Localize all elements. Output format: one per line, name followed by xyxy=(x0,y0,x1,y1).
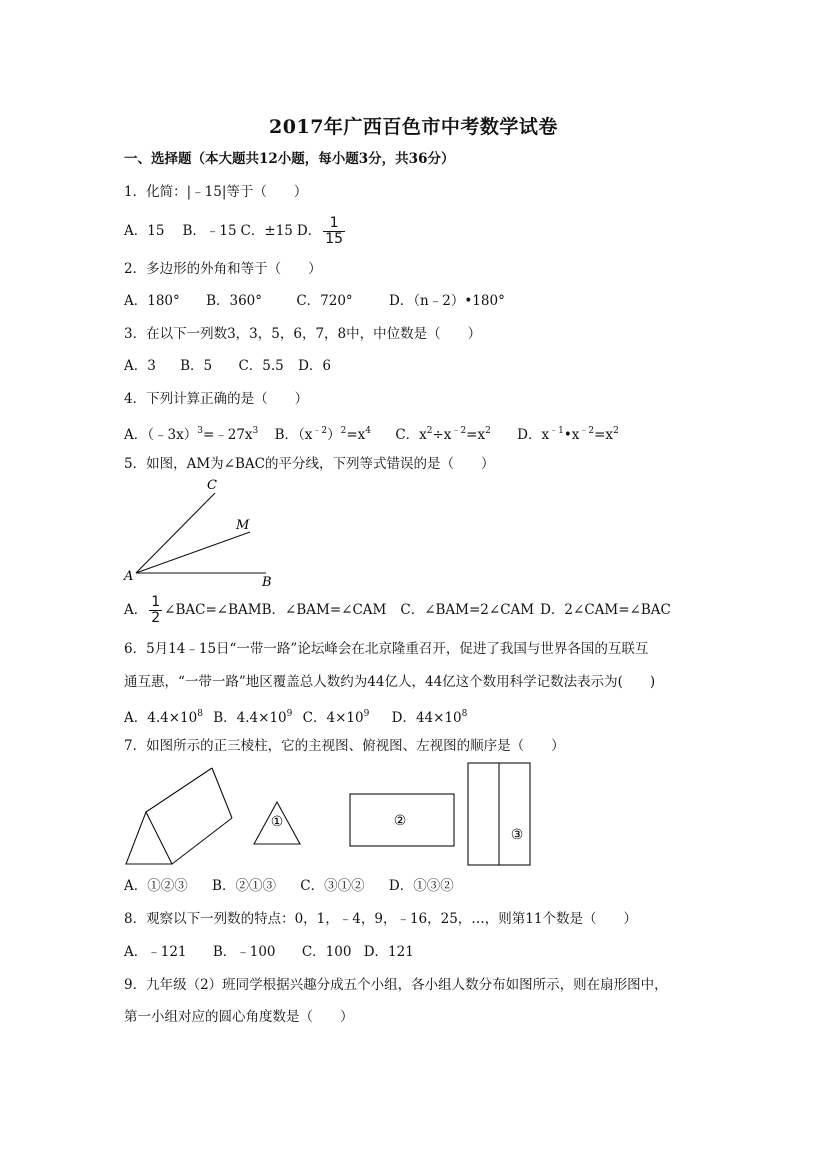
fraction-denominator: 2 xyxy=(151,609,161,626)
q2-option-d: D．（n﹣2）•180° xyxy=(388,293,505,309)
question-3-stem: 3．在以下一列数3，3，5，6，7，8中，中位数是（ ） xyxy=(124,326,482,342)
q5-option-a-b: ∠BAC=∠BAMB．∠BAM=∠CAM xyxy=(164,602,387,618)
q8-option-a: A．﹣121 xyxy=(124,944,187,960)
q6-option-d: D．$44\times 10^8$ xyxy=(391,709,468,726)
q6-option-a: A．$4.4\times 10^8$ xyxy=(124,709,203,726)
q2-option-a: A．180° xyxy=(124,293,180,309)
question-4-options xyxy=(124,422,619,444)
label-c: C xyxy=(207,478,217,493)
question-8-options xyxy=(124,943,414,961)
question-8-stem: 8．观察以下一列数的特点：0，1，﹣4，9，﹣16，25，…，则第11个数是（ ） xyxy=(124,911,637,927)
q7-option-d: D．①③② xyxy=(388,878,454,894)
label-view-1: ① xyxy=(270,814,284,830)
triangular-prism xyxy=(126,768,232,864)
question-6-stem-line2: 通互惠，“一带一路”地区覆盖总人数约为44亿人，44亿这个数用科学记数法表示为( ) xyxy=(124,674,656,690)
q1-option-c: C．±15 xyxy=(240,223,293,239)
label-view-2: ② xyxy=(393,813,407,829)
question-1-options xyxy=(124,214,347,248)
q1-option-a: A．15 xyxy=(124,223,165,239)
label-m: M xyxy=(236,518,250,533)
question-6-stem-line1: 6．5月14﹣15日“一带一路”论坛峰会在北京隆重召开，促进了我国与世界各国的互联互 xyxy=(124,641,649,657)
question-9-stem-line1: 9．九年级（2）班同学根据兴趣分成五个小组，各小组人数分布如图所示，则在扇形图中， xyxy=(124,977,668,993)
question-6-options xyxy=(124,705,467,727)
question-2-stem: 2．多边形的外角和等于（ ） xyxy=(124,261,322,277)
q3-option-a: A．3 xyxy=(124,358,156,374)
q4-option-d: D．$x^{﹣1}•x^{﹣2}=x^2$ xyxy=(517,426,619,443)
question-2-options xyxy=(124,292,505,310)
prism-views-figure xyxy=(124,760,544,870)
q6-option-b: B．$4.4\times 10^9$ xyxy=(213,709,293,726)
label-b: B xyxy=(262,575,272,590)
label-view-3: ③ xyxy=(510,827,524,843)
question-1-stem: 1．化简：|﹣15|等于（ ） xyxy=(124,184,308,200)
q3-option-d: D．6 xyxy=(298,358,331,374)
q4-option-c: C．$x^2\div x^{﹣2}=x^2$ xyxy=(395,426,491,443)
q7-option-a: A．①②③ xyxy=(124,878,188,894)
q1-option-d: D． xyxy=(296,223,322,239)
q4-option-a: A．$(﹣3x)^3=﹣27x^3$ xyxy=(124,426,259,443)
exam-title: 2017年广西百色市中考数学试卷 xyxy=(269,116,558,138)
q2-option-b: B．360° xyxy=(206,293,263,309)
q4-option-b: B．$(x^{﹣2})^2=x^4$ xyxy=(274,426,372,443)
q8-option-c: C．100 xyxy=(301,944,352,960)
q5-option-c: C．∠BAM=2∠CAM xyxy=(400,602,535,618)
q1-option-b: B．﹣15 xyxy=(182,223,237,239)
q5-option-a-fraction xyxy=(149,595,162,626)
q8-option-d: D．121 xyxy=(363,944,414,960)
q3-option-b: B．5 xyxy=(180,358,213,374)
fraction-numerator: 1 xyxy=(151,593,161,610)
q3-option-c: C．5.5 xyxy=(238,358,284,374)
q2-option-c: C．720° xyxy=(296,293,353,309)
question-5-stem: 5．如图，AM为∠BAC的平分线，下列等式错误的是（ ） xyxy=(124,456,495,472)
q8-option-b: B．﹣100 xyxy=(212,944,276,960)
q7-option-b: B．②①③ xyxy=(212,878,276,894)
ray-ac xyxy=(136,493,215,573)
question-9-stem-line2: 第一小组对应的圆心角度数是（ ） xyxy=(124,1009,354,1025)
question-3-options xyxy=(124,357,331,375)
question-7-options xyxy=(124,877,454,895)
section-heading: 一、选择题（本大题共12小题，每小题3分，共36分） xyxy=(124,151,455,167)
fraction-numerator: 1 xyxy=(329,214,339,231)
q7-option-c: C．③①② xyxy=(300,878,365,894)
question-7-stem: 7．如图所示的正三棱柱，它的主视图、俯视图、左视图的顺序是（ ） xyxy=(124,738,565,754)
q5-option-d: D．2∠CAM=∠BAC xyxy=(540,602,671,618)
angle-bisector-figure xyxy=(122,476,282,590)
question-5-options xyxy=(124,592,671,628)
q5-option-a-prefix: A． xyxy=(124,602,148,618)
fraction-denominator: 15 xyxy=(325,230,344,247)
q6-option-c: C．$4\times 10^9$ xyxy=(302,709,370,726)
label-a: A xyxy=(124,569,134,584)
question-4-stem: 4．下列计算正确的是（ ） xyxy=(124,391,309,407)
q1-option-d-fraction xyxy=(323,216,345,247)
ray-am xyxy=(136,532,250,573)
